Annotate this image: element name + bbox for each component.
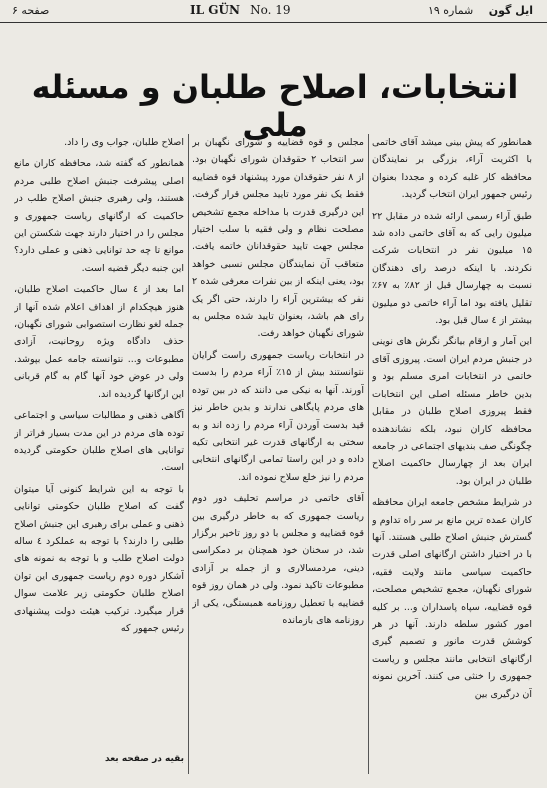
paragraph: با توجه به این شرایط کنونی آیا میتوان گفت که اصلاح طلبان حکومتی توانایی ذهنی و عملی برای رهبری این جنبش اصلاح طلبی را دارند؟ با توجه به عملکرد ٤ ساله دولت اصلاح طلب و با توجه به نمونه های آشکار دوره دوم ریاست جمهوری این توان اصلاح طلبان حکومتی زیر علامت سوال قرار میگیرد. ترکیب هیئت دولت پیشنهادی رئیس جمهور که: [14, 483, 184, 634]
paragraph: اصلاح طلبان، جواب وی را داد.: [64, 137, 184, 148]
paragraph: آقای خاتمی در مراسم تحلیف دور دوم ریاست جمهوری که به خاطر درگیری بین قوه قضاییه و مجلس با دو روز تاخیر برگزار شد، در سخنان خود همچنان بر دمکراسی دینی، مردمسالاری و از جمله بر آزادی مطبوعات تاکید نمود. ولی در همان روز قوه قضاییه با تعطیل روزنامه همبستگی، یکی از روزنامه های بازمانده: [192, 493, 364, 626]
article-column-1: [372, 134, 532, 744]
paragraph: در شرایط مشخص جامعه ایران محافظه کاران عمده ترین مانع بر سر راه تداوم و گسترش جنبش اصلاح طلبی هستند. آنها با در اختیار داشتن ارگانهای اصلی قدرت حاکمیت سیاسی مانند ولایت فقیه، شورای نگهبان، مجمع تشخیص مصلحت، قوه قضاییه، سپاه پاسداران و... بر کلیه امور کشور سلطه دارند. آنها در هر کوشش قدرت مانور و تصمیم گیری ارگانهای انتخابی مانند مجلس و ریاست جمهوری را خنثی می کنند. آخرین نمونه آن درگیری بین: [372, 497, 532, 700]
continued-note: بقیه در صفحه بعد: [105, 754, 184, 764]
paragraph: اما بعد از ٤ سال حاکمیت اصلاح طلبان، هنوز هیچکدام از اهداف اعلام شده آنها از جمله لغو نظارت استصوابی شورای نگهبان، حذف دادگاه ویژه روحانیت، آزادی مطبوعات و... نتوانسته جامه عمل بپوشد. ولی در عوض خود آنها گام به گام قربانی این ارگانها گردیده اند.: [14, 284, 184, 400]
bleed-through-text: [320, 4, 323, 14]
paragraph: طبق آراء رسمی ارائه شده در مقابل ۲۲ میلیون رایی که به آقای خاتمی داده شد ۱۵ میلیون نفر در انتخابات شرکت نکردند. با اینکه درصد رای دهندگان نسبت به چهارسال قبل از ۸۲٪ به ۶۷٪ تقلیل یافته بود اما آراء خاتمی دو میلیون بیشتر از ٤ سال قبل بود.: [372, 210, 532, 327]
issue-number: No. 19: [250, 3, 291, 17]
column-divider: [188, 134, 189, 774]
persian-publication-name: ایل گون: [488, 4, 533, 17]
paragraph: همانطور که گفته شد، محافظه کاران مانع اصلی پیشرفت جنبش اصلاح طلبی مردم هستند، ولی رهبری جنبش اصلاح طلب در حاکمیت که ارگانهای ریاست جمهوری و مجلس را در اختیار دارند جهت شکستن این موانع تا چه حد توانایی ذهنی و عملی دارد؟ این جنبه دیگر قضیه است.: [14, 158, 184, 274]
article-column-3: [14, 134, 184, 744]
article-title: انتخابات، اصلاح طلبان و مسئله ملی: [31, 68, 519, 144]
publication-name: IL GÜN: [190, 3, 240, 17]
masthead: [190, 3, 291, 17]
page-number: صفحه ۶: [12, 4, 50, 17]
paragraph: همانطور که پیش بینی میشد آقای خاتمی با اکثریت آراء، بزرگی بر نمایندگان محافظه کار غلبه کرده و مجددا بعنوان رئیس جمهور ایران انتخاب گردید.: [372, 137, 532, 201]
paragraph: این آمار و ارقام بیانگر نگرش های نوینی در جنبش مردم ایران است. پیروزی آقای خاتمی در انتخابات امری مسلم بود و بدین خاطر مسئله اصلی این انتخابات فقط پیروزی اصلاح طلبان در مقابل محافظه کاران نبود، بلکه نشاندهنده چگونگی صف بندیهای اجتماعی در جامعه ایران بعد از چهارسال حاکمیت اصلاح طلبان در ایران بود.: [372, 336, 532, 487]
paragraph: در انتخابات ریاست جمهوری راست گرایان نتوانستند بیش از ۱۵٪ آراء مردم را بدست آورند. آنها به نیکی می دانند که در بین توده های مردم پایگاهی ندارند و بدین خاطر نیز قید بدست آوردن آراء مردم را زده اند و به سختی به ارگانهای قدرت غیر انتخابی تکیه داده و در این راستا تمامی ارگانهای انتخابی مردم را نیز خلع سلاح نموده اند.: [192, 349, 364, 483]
article-column-2: [192, 134, 364, 744]
paragraph: مجلس و قوه قضاییه و شورای نگهبان بر سر انتخاب ۲ حقوقدان شورای نگهبان بود. از ۸ نفر حقوقدان مورد پیشنهاد قوه قضاییه فقط یک نفر مورد تایید مجلس قرار گرفت. این درگیری قدرت با مداخله مجمع تشخیص مصلحت نظام و ولی فقیه با سلب اختیار مجلس جهت تایید حقوقدانان خاتمه یافت. متعاقب آن نمایندگان مجلس نسبی خواهد بود، یعنی اینکه از بین نفرات معرفی شده ۲ نفر که بیشترین آراء را دارند، حتی اگر یک رای هم باشد، بعنوان تایید شده مجلس به شورای نگهبان خواهد رفت.: [192, 137, 364, 340]
column-divider: [368, 134, 369, 774]
persian-issue-number: شماره ۱۹: [427, 4, 474, 17]
page-header: [0, 0, 547, 23]
paragraph: آگاهی ذهنی و مطالبات سیاسی و اجتماعی توده های مردم در این مدت بسیار فراتر از توانایی های اصلاح طلبان حکومتی گردیده است.: [14, 410, 184, 474]
persian-masthead: [428, 4, 533, 17]
